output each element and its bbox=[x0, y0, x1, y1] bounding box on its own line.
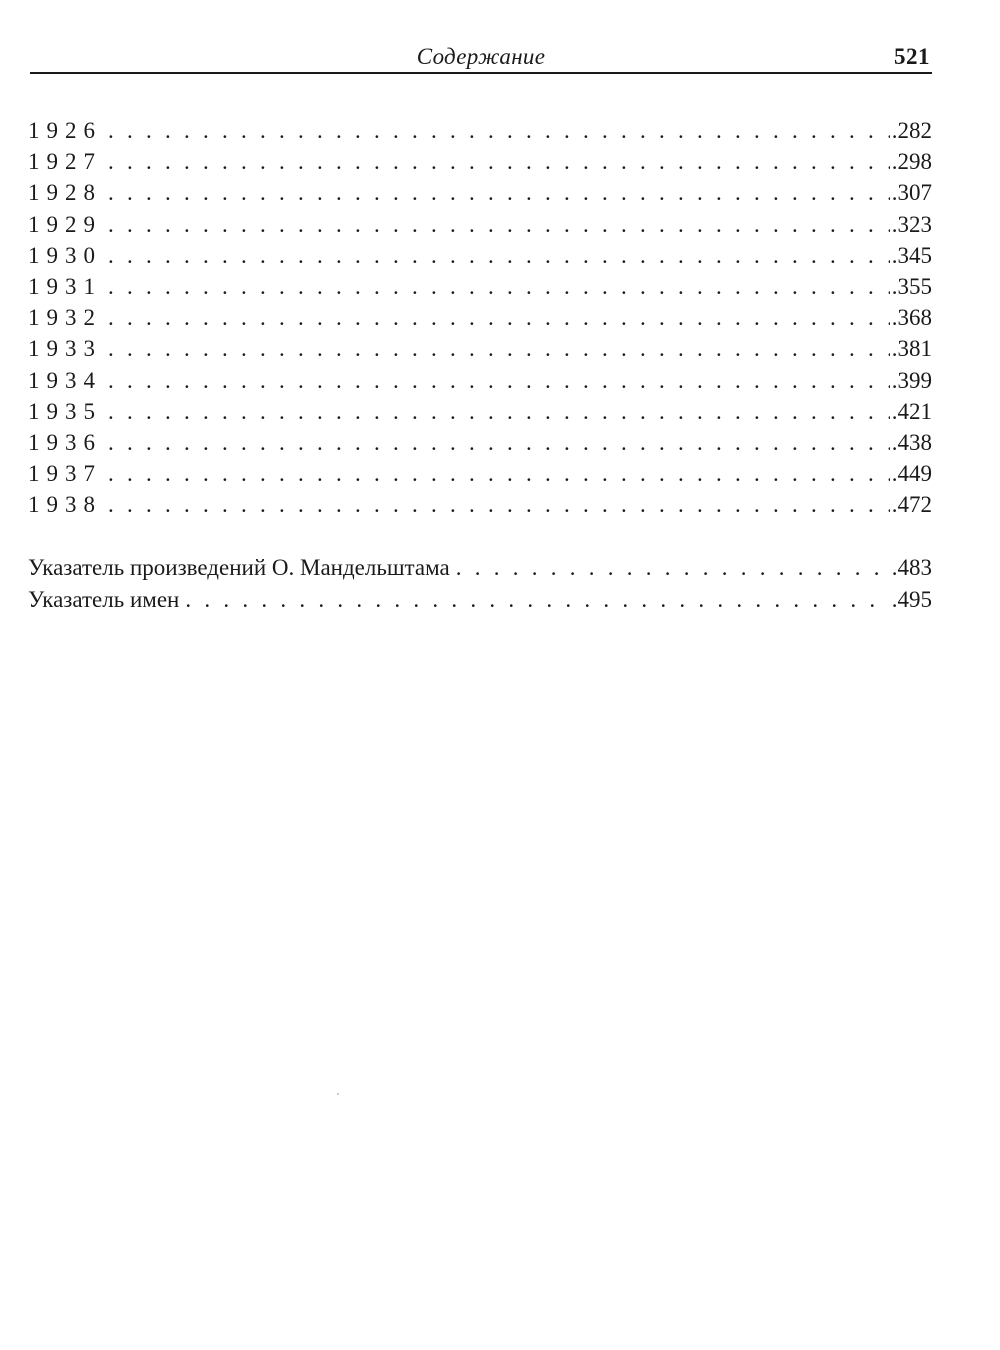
section-gap bbox=[28, 523, 932, 555]
toc-entry-1926[interactable] bbox=[28, 118, 932, 149]
toc-entry-label: 1932 bbox=[28, 305, 102, 331]
running-title: Содержание bbox=[416, 44, 546, 69]
dot-leader bbox=[102, 149, 890, 175]
table-of-contents bbox=[28, 118, 932, 618]
toc-entry-label: 1930 bbox=[28, 242, 102, 268]
toc-entry-1929[interactable] bbox=[28, 212, 932, 243]
toc-entry-page: .307 bbox=[891, 180, 932, 206]
dot-leader bbox=[102, 430, 890, 456]
toc-entry-1932[interactable] bbox=[28, 305, 932, 336]
toc-entry-label: 1927 bbox=[28, 149, 102, 175]
toc-entry-page: .345 bbox=[891, 242, 932, 268]
toc-entry-page: .421 bbox=[891, 398, 932, 424]
toc-entry-label: Указатель произведений О. Мандельштама bbox=[28, 555, 450, 581]
dot-leader bbox=[102, 336, 890, 362]
page-number: 521 bbox=[894, 44, 930, 69]
dot-leader bbox=[102, 492, 890, 518]
toc-entry-1927[interactable] bbox=[28, 149, 932, 180]
dot-leader bbox=[102, 305, 890, 331]
toc-entry-label: 1935 bbox=[28, 398, 102, 424]
dot-leader bbox=[102, 399, 890, 425]
dot-leader bbox=[450, 555, 890, 581]
toc-entry-page: .368 bbox=[891, 305, 932, 331]
toc-entry-1934[interactable] bbox=[28, 368, 932, 399]
toc-entry-label: 1926 bbox=[28, 118, 102, 143]
toc-entry-label: 1933 bbox=[28, 336, 102, 362]
toc-entry-label: 1938 bbox=[28, 492, 102, 518]
toc-entry-1930[interactable] bbox=[28, 243, 932, 274]
toc-entry-page: .483 bbox=[891, 555, 932, 581]
toc-entry-page: .399 bbox=[891, 367, 932, 393]
dot-leader bbox=[102, 180, 890, 206]
toc-entry-label: 1936 bbox=[28, 429, 102, 455]
dot-leader bbox=[102, 461, 890, 487]
toc-entry-page: .449 bbox=[891, 461, 932, 487]
toc-entry-1928[interactable] bbox=[28, 180, 932, 211]
toc-entry-page: .472 bbox=[891, 492, 932, 518]
toc-entry-1938[interactable] bbox=[28, 492, 932, 523]
toc-entry-label: Указатель имен bbox=[28, 586, 180, 612]
toc-entry-page: .282 bbox=[891, 118, 932, 143]
scan-speck bbox=[337, 1093, 339, 1095]
toc-entry-label: 1929 bbox=[28, 211, 102, 237]
dot-leader bbox=[102, 243, 890, 269]
toc-entry-page: .323 bbox=[891, 211, 932, 237]
toc-entry-page: .495 bbox=[891, 586, 932, 612]
toc-entry-1936[interactable] bbox=[28, 430, 932, 461]
toc-entry-page: .355 bbox=[891, 273, 932, 299]
toc-entry-1933[interactable] bbox=[28, 336, 932, 367]
dot-leader bbox=[102, 212, 890, 238]
toc-entry-label: 1931 bbox=[28, 273, 102, 299]
toc-entry-page: .298 bbox=[891, 149, 932, 175]
toc-entry-1931[interactable] bbox=[28, 274, 932, 305]
toc-entry-works-index[interactable] bbox=[28, 555, 932, 586]
running-header bbox=[30, 40, 932, 80]
dot-leader bbox=[102, 274, 890, 300]
dot-leader bbox=[179, 587, 889, 613]
toc-entry-label: 1928 bbox=[28, 180, 102, 206]
toc-entry-label: 1937 bbox=[28, 461, 102, 487]
toc-entry-names-index[interactable] bbox=[28, 587, 932, 618]
toc-entry-page: .438 bbox=[891, 429, 932, 455]
toc-entry-1935[interactable] bbox=[28, 399, 932, 430]
header-rule bbox=[30, 72, 932, 74]
dot-leader bbox=[102, 118, 890, 144]
toc-entry-1937[interactable] bbox=[28, 461, 932, 492]
toc-entry-page: .381 bbox=[891, 336, 932, 362]
toc-entry-label: 1934 bbox=[28, 367, 102, 393]
dot-leader bbox=[102, 368, 890, 394]
